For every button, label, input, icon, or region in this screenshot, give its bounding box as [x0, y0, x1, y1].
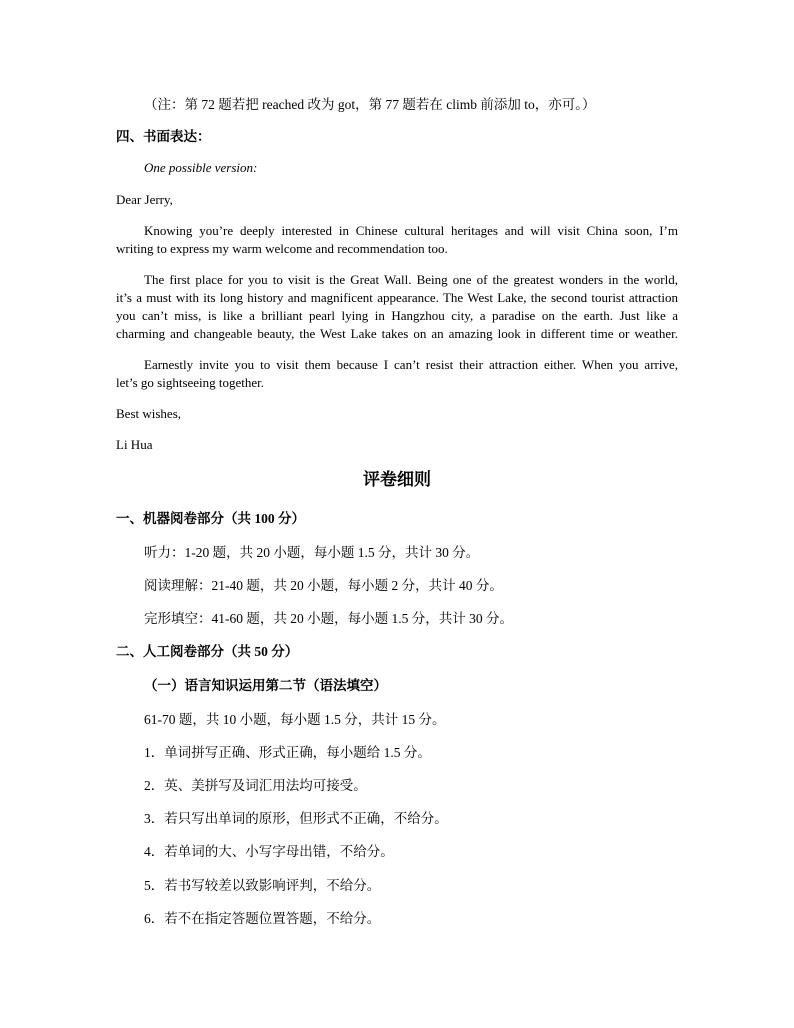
letter-paragraph-1-line-2: writing to express my warm welcome and recommendation too.	[116, 241, 448, 256]
letter-salutation: Dear Jerry,	[116, 192, 173, 207]
possible-version-label: One possible version:	[144, 160, 258, 175]
part1-heading: 一、机器阅卷部分（共 100 分）	[116, 511, 305, 526]
part2-heading: 二、人工阅卷部分（共 50 分）	[116, 644, 299, 659]
rubric-title: 评卷细则	[363, 470, 431, 489]
answer-note: （注：第 72 题若把 reached 改为 got，第 77 题若在 climb 前添加 to，亦可。）	[144, 97, 596, 112]
rule-item: 1．单词拼写正确、形式正确，每小题给 1.5 分。	[144, 745, 431, 760]
letter-paragraph-2-line-3: you can’t miss, is like a brilliant pearl lying in Hangzhou city, a paradise on the earth. Just like a	[116, 308, 678, 323]
rule-item: 4．若单词的大、小写字母出错，不给分。	[144, 844, 394, 859]
rule-item: 3．若只写出单词的原形，但形式不正确，不给分。	[144, 811, 448, 826]
part2-sub-heading: （一）语言知识运用第二节（语法填空）	[144, 678, 387, 693]
part2-summary: 61-70 题，共 10 小题，每小题 1.5 分，共计 15 分。	[144, 712, 446, 727]
letter-paragraph-2-line-2: it’s a must with its long history and magnificent appearance. The West Lake, the second tourist attraction	[116, 290, 678, 305]
rule-item: 5．若书写较差以致影响评判，不给分。	[144, 878, 381, 893]
letter-paragraph-3-line-1: Earnestly invite you to visit them because I can’t resist their attraction either. When you arrive,	[144, 357, 678, 372]
letter-paragraph-1-line-1: Knowing you’re deeply interested in Chinese cultural heritages and will visit China soon, I’m	[144, 223, 678, 238]
part1-item-reading: 阅读理解：21-40 题，共 20 小题，每小题 2 分，共计 40 分。	[144, 578, 503, 593]
part1-item-listening: 听力：1-20 题，共 20 小题，每小题 1.5 分，共计 30 分。	[144, 545, 480, 560]
letter-paragraph-2-line-1: The first place for you to visit is the Great Wall. Being one of the greatest wonders in the world,	[144, 272, 678, 287]
rule-item: 6．若不在指定答题位置答题，不给分。	[144, 911, 381, 926]
section-heading-writing: 四、书面表达：	[116, 129, 211, 144]
letter-signature: Li Hua	[116, 437, 153, 452]
rule-item: 2．英、美拼写及词汇用法均可接受。	[144, 778, 367, 793]
letter-paragraph-3-line-2: let’s go sightseeing together.	[116, 375, 265, 390]
letter-paragraph-2-line-4: charming and changeable beauty, the West Lake takes on an amazing look in different time or weather.	[116, 326, 678, 341]
letter-closing: Best wishes,	[116, 406, 181, 421]
part1-item-cloze: 完形填空：41-60 题，共 20 小题，每小题 1.5 分，共计 30 分。	[144, 611, 513, 626]
